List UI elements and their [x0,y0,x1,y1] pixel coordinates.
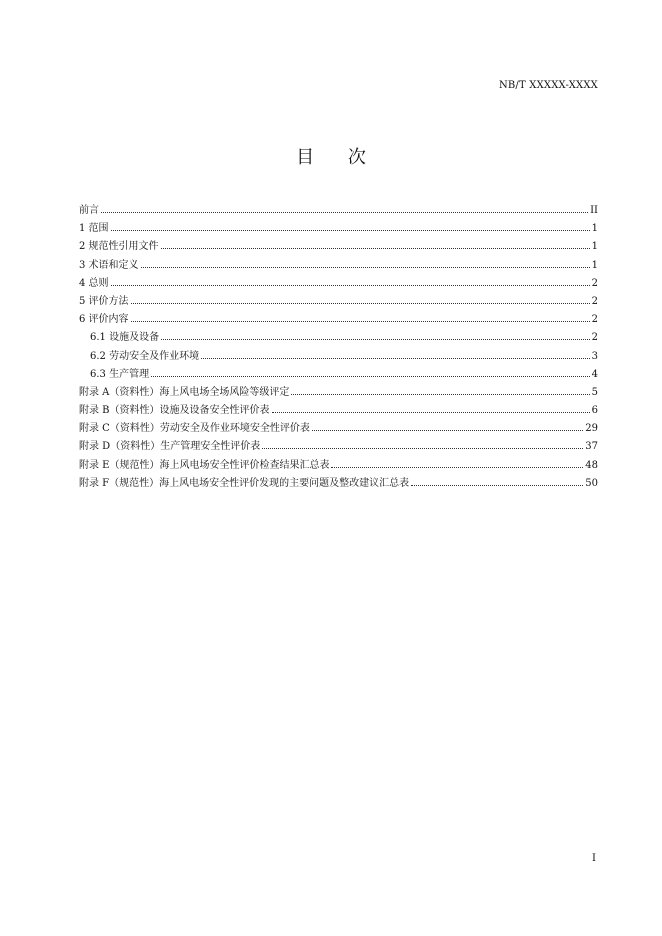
page-title: 目 次 [296,147,380,168]
toc-leader-dots [101,212,588,213]
toc-leader-dots [262,448,583,449]
toc-entry-label: 4 总则 [79,277,109,289]
toc-entry-label: 附录 F（规范性）海上风电场安全性评价发现的主要问题及整改建议汇总表 [79,477,410,489]
toc-entry-page: 2 [591,314,598,326]
toc-entry-terms-definitions[interactable] [79,257,598,275]
toc-entry-label: 5 评价方法 [79,295,129,307]
toc-entry-appendix-c[interactable] [79,420,598,438]
toc-leader-dots [131,321,590,322]
toc-entry-page: 1 [591,223,598,235]
toc-entry-page: 6 [591,405,598,417]
toc-entry-page: 3 [591,350,598,362]
toc-entry-appendix-f[interactable] [79,475,598,493]
toc-leader-dots [161,339,590,340]
toc-entry-appendix-e[interactable] [79,457,598,475]
toc-leader-dots [272,412,590,413]
toc-entry-label: 附录 A（资料性）海上风电场全场风险等级评定 [79,386,290,398]
toc-entry-evaluation-method[interactable] [79,293,598,311]
toc-entry-facilities-equipment[interactable] [79,329,598,347]
toc-leader-dots [411,485,583,486]
toc-entry-label: 前言 [79,205,99,216]
toc-leader-dots [291,394,589,395]
toc-entry-page: 2 [591,295,598,307]
toc-leader-dots [151,376,590,377]
toc-entry-label: 附录 C（资料性）劳动安全及作业环境安全性评价表 [79,423,310,435]
toc-entry-label: 附录 D（资料性）生产管理安全性评价表 [79,441,261,453]
toc-entry-page: 37 [585,441,598,453]
toc-entry-label: 6 评价内容 [79,314,129,326]
toc-leader-dots [141,267,590,268]
toc-entry-appendix-d[interactable] [79,438,598,456]
toc-entry-labor-safety[interactable] [79,348,598,366]
toc-entry-production-management[interactable] [79,366,598,384]
toc-entry-foreword[interactable] [79,202,598,220]
toc-leader-dots [131,303,590,304]
toc-entry-page: 1 [591,241,598,253]
toc-entry-page: 29 [585,423,598,435]
toc-entry-normative-references[interactable] [79,238,598,256]
toc-entry-label: 6.2 劳动安全及作业环境 [90,350,200,362]
toc-leader-dots [331,467,583,468]
toc-entry-page: 4 [591,368,598,380]
page-number: I [592,853,596,864]
toc-entry-label: 6.1 设施及设备 [90,332,160,344]
toc-entry-label: 附录 B（资料性）设施及设备安全性评价表 [79,405,270,417]
toc-entry-label: 1 范围 [79,223,109,235]
toc-entry-label: 3 术语和定义 [79,259,139,271]
toc-leader-dots [312,430,583,431]
toc-entry-page: 2 [591,332,598,344]
toc-entry-page: 50 [585,477,598,489]
toc-entry-scope[interactable] [79,220,598,238]
toc-entry-page: 48 [585,459,598,471]
toc-entry-page: II [590,205,598,216]
table-of-contents [79,202,598,493]
toc-leader-dots [161,248,590,249]
toc-leader-dots [201,358,590,359]
toc-entry-general[interactable] [79,275,598,293]
toc-entry-page: 1 [591,259,598,271]
standard-code: NB/T XXXXX-XXXX [498,80,598,91]
toc-entry-evaluation-content[interactable] [79,311,598,329]
toc-entry-appendix-a[interactable] [79,384,598,402]
toc-leader-dots [111,230,590,231]
toc-entry-page: 2 [591,277,598,289]
toc-entry-label: 6.3 生产管理 [90,368,150,380]
toc-leader-dots [111,285,590,286]
toc-entry-label: 2 规范性引用文件 [79,241,159,253]
toc-entry-label: 附录 E（规范性）海上风电场安全性评价检查结果汇总表 [79,459,330,471]
toc-entry-appendix-b[interactable] [79,402,598,420]
toc-entry-page: 5 [591,386,598,398]
